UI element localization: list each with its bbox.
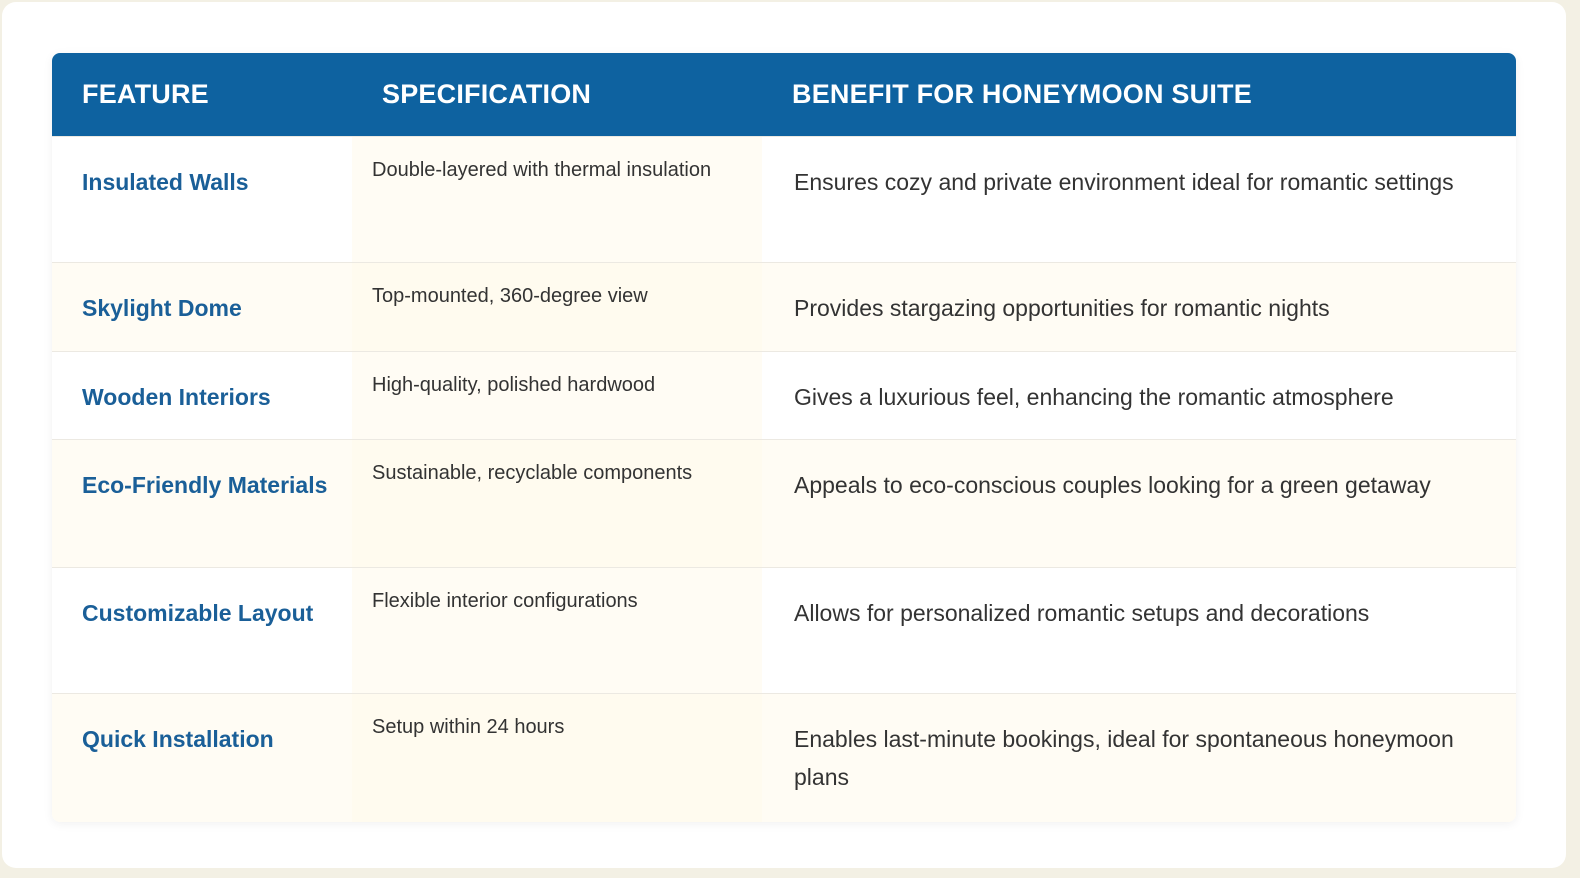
benefit-cell: Allows for personalized romantic setups and decorations	[762, 568, 1516, 694]
benefit-cell: Enables last-minute bookings, ideal for spontaneous honeymoon plans	[762, 694, 1516, 822]
table-row	[52, 568, 1516, 694]
features-table	[52, 53, 1516, 822]
header-specification: SPECIFICATION	[352, 53, 762, 137]
header-feature: FEATURE	[52, 53, 352, 137]
feature-cell: Insulated Walls	[52, 137, 352, 263]
specification-cell: High-quality, polished hardwood	[352, 352, 762, 440]
table-row	[52, 352, 1516, 440]
benefit-cell: Appeals to eco-conscious couples looking for a green getaway	[762, 440, 1516, 568]
benefit-cell: Provides stargazing opportunities for romantic nights	[762, 263, 1516, 352]
feature-cell: Skylight Dome	[52, 263, 352, 352]
specification-cell: Top-mounted, 360-degree view	[352, 263, 762, 352]
specification-cell: Flexible interior configurations	[352, 568, 762, 694]
header-benefit: BENEFIT FOR HONEYMOON SUITE	[762, 53, 1516, 137]
feature-cell: Wooden Interiors	[52, 352, 352, 440]
feature-cell: Eco-Friendly Materials	[52, 440, 352, 568]
specification-cell: Double-layered with thermal insulation	[352, 137, 762, 263]
table-row	[52, 137, 1516, 263]
feature-cell: Customizable Layout	[52, 568, 352, 694]
specification-cell: Sustainable, recyclable components	[352, 440, 762, 568]
table-row	[52, 440, 1516, 568]
table-row	[52, 263, 1516, 352]
benefit-cell: Ensures cozy and private environment ideal for romantic settings	[762, 137, 1516, 263]
specification-cell: Setup within 24 hours	[352, 694, 762, 822]
content-card	[2, 2, 1566, 868]
table-row	[52, 694, 1516, 822]
benefit-cell: Gives a luxurious feel, enhancing the romantic atmosphere	[762, 352, 1516, 440]
feature-cell: Quick Installation	[52, 694, 352, 822]
table-header-row	[52, 53, 1516, 137]
